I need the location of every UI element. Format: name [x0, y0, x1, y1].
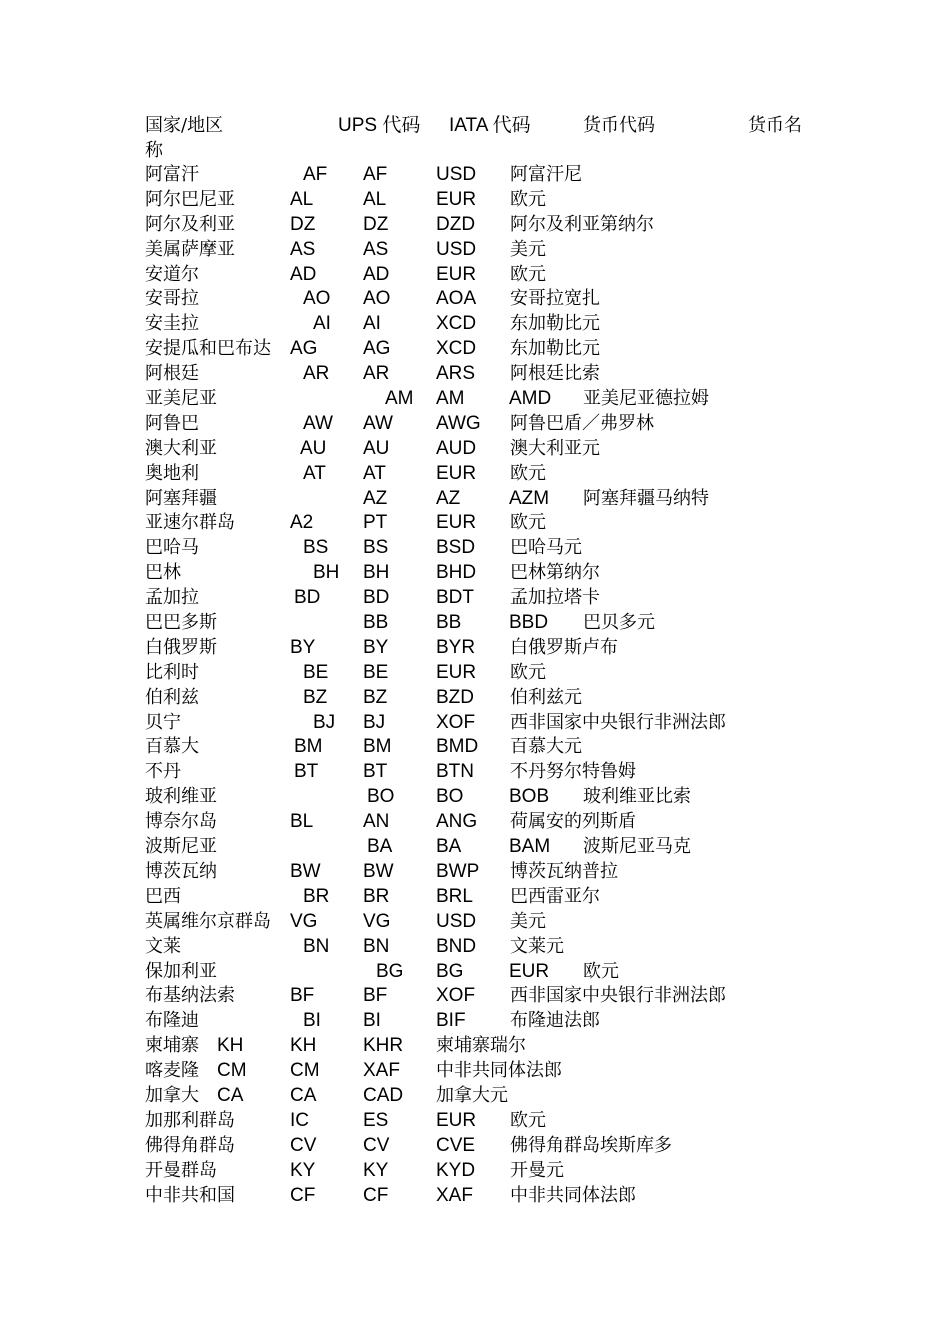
cell-currency-code: BBD — [509, 612, 549, 634]
cell-ups-code: KH — [217, 1035, 244, 1057]
cell-currency-code: BRL — [436, 885, 473, 907]
cell-ups-code: DZ — [290, 213, 316, 235]
table-header — [145, 113, 825, 163]
cell-ups-code: KY — [290, 1159, 316, 1181]
cell-currency-code: XAF — [363, 1060, 400, 1082]
cell-currency-name: 欧元 — [510, 188, 546, 210]
table-row — [145, 560, 845, 585]
header-iata: IATA 代码 — [449, 115, 531, 136]
cell-country: 亚速尔群岛 — [145, 512, 235, 534]
cell-ups-code: BM — [294, 736, 323, 758]
cell-currency-name: 安哥拉宽扎 — [510, 288, 600, 310]
cell-iata-code: AG — [363, 338, 391, 360]
table-row — [145, 510, 845, 535]
table-row — [145, 884, 845, 909]
cell-ups-code: A2 — [290, 512, 314, 534]
cell-ups-code: CA — [217, 1084, 244, 1106]
table-row — [145, 436, 845, 461]
cell-currency-code: KHR — [363, 1035, 404, 1057]
table-row — [145, 784, 845, 809]
cell-currency-name: 开曼元 — [510, 1159, 564, 1181]
cell-ups-code: BL — [290, 811, 314, 833]
cell-iata-code: BS — [363, 537, 389, 559]
table-row — [145, 212, 845, 237]
cell-currency-code: XCD — [436, 338, 477, 360]
cell-ups-code: AR — [303, 363, 330, 385]
cell-iata-code: AL — [363, 188, 387, 210]
cell-currency-code: AZM — [509, 487, 550, 509]
cell-ups-code: AT — [303, 462, 326, 484]
table-row — [145, 610, 845, 635]
cell-ups-code: BY — [290, 636, 316, 658]
cell-country: 保加利亚 — [145, 960, 217, 982]
cell-ups-code: CF — [290, 1184, 316, 1206]
cell-currency-name: 佛得角群岛埃斯库多 — [510, 1134, 672, 1156]
cell-ups-code: AU — [300, 437, 327, 459]
table-row — [145, 237, 845, 262]
cell-iata-code: AN — [363, 811, 390, 833]
cell-currency-code: BAM — [509, 836, 551, 858]
cell-currency-code: XCD — [436, 313, 477, 335]
table-row — [145, 262, 845, 287]
cell-country: 阿鲁巴 — [145, 412, 199, 434]
cell-currency-code: BHD — [436, 562, 477, 584]
cell-country: 波斯尼亚 — [145, 836, 217, 858]
cell-iata-code: BO — [436, 786, 464, 808]
header-currency-code: 货币代码 — [583, 115, 655, 136]
table-row — [145, 361, 845, 386]
cell-currency-name: 欧元 — [510, 661, 546, 683]
cell-country: 加那利群岛 — [145, 1109, 235, 1131]
table-row — [145, 660, 845, 685]
cell-country: 白俄罗斯 — [145, 636, 217, 658]
cell-currency-name: 布隆迪法郎 — [510, 1010, 600, 1032]
cell-currency-name: 中非共同体法郎 — [436, 1060, 562, 1082]
cell-ups-code: BE — [303, 661, 329, 683]
cell-ups-code: AZ — [363, 487, 388, 509]
table-row — [145, 1133, 845, 1158]
cell-currency-name: 白俄罗斯卢布 — [510, 636, 618, 658]
cell-iata-code: CV — [363, 1134, 390, 1156]
table-row — [145, 983, 845, 1008]
cell-currency-name: 巴贝多元 — [583, 612, 655, 634]
table-row — [145, 585, 845, 610]
cell-iata-code: BW — [363, 860, 394, 882]
cell-ups-code: BG — [376, 960, 404, 982]
cell-currency-code: BZD — [436, 686, 474, 708]
cell-currency-name: 美元 — [510, 238, 546, 260]
cell-iata-code: AM — [436, 388, 465, 410]
cell-country: 伯利兹 — [145, 686, 199, 708]
cell-ups-code: AW — [303, 412, 333, 434]
cell-currency-code: EUR — [436, 661, 477, 683]
cell-ups-code: AL — [290, 188, 314, 210]
cell-iata-code: ES — [363, 1109, 389, 1131]
table-row — [145, 1183, 845, 1208]
cell-iata-code: BG — [436, 960, 464, 982]
cell-country: 阿富汗 — [145, 164, 199, 185]
cell-iata-code: AT — [363, 462, 386, 484]
cell-country: 博茨瓦纳 — [145, 860, 217, 882]
cell-currency-name: 西非国家中央银行非洲法郎 — [510, 985, 726, 1007]
cell-ups-code: BI — [303, 1010, 321, 1032]
table-row — [145, 1008, 845, 1033]
cell-currency-name: 欧元 — [510, 263, 546, 285]
cell-ups-code: IC — [290, 1109, 309, 1131]
cell-iata-code: BI — [363, 1010, 381, 1032]
cell-country: 开曼群岛 — [145, 1159, 217, 1181]
cell-currency-code: BDT — [436, 587, 474, 609]
cell-currency-name: 文莱元 — [510, 935, 564, 957]
cell-currency-name: 东加勒比元 — [510, 313, 600, 335]
cell-ups-code: BH — [313, 562, 340, 584]
cell-currency-code: XOF — [436, 711, 476, 733]
cell-country: 巴西 — [145, 885, 181, 907]
cell-country: 柬埔寨 — [145, 1035, 199, 1057]
cell-country: 安圭拉 — [145, 313, 199, 335]
cell-iata-code: BZ — [363, 686, 388, 708]
cell-ups-code: BW — [290, 860, 321, 882]
cell-country: 比利时 — [145, 661, 199, 683]
cell-iata-code: BT — [363, 761, 388, 783]
cell-ups-code: AG — [290, 338, 318, 360]
cell-country: 加拿大 — [145, 1084, 199, 1106]
cell-country: 安道尔 — [145, 263, 199, 285]
cell-iata-code: BA — [436, 836, 462, 858]
cell-currency-name: 美元 — [510, 910, 546, 932]
cell-currency-name: 巴林第纳尔 — [510, 562, 600, 584]
cell-currency-name: 巴西雷亚尔 — [510, 885, 600, 907]
cell-currency-code: ANG — [436, 811, 478, 833]
cell-iata-code: BM — [363, 736, 392, 758]
cell-iata-code: AW — [363, 412, 393, 434]
cell-iata-code: KY — [363, 1159, 389, 1181]
cell-country: 阿尔及利亚 — [145, 213, 235, 235]
cell-iata-code: BD — [363, 587, 390, 609]
cell-country: 孟加拉 — [145, 587, 199, 609]
cell-country: 玻利维亚 — [145, 786, 217, 808]
cell-currency-code: ARS — [436, 363, 476, 385]
cell-ups-code: BB — [363, 612, 389, 634]
cell-currency-name: 阿鲁巴盾／弗罗林 — [510, 412, 654, 434]
cell-currency-name: 不丹努尔特鲁姆 — [510, 761, 636, 783]
cell-currency-code: BTN — [436, 761, 474, 783]
cell-country: 安哥拉 — [145, 288, 199, 310]
cell-iata-code: CA — [290, 1084, 317, 1106]
cell-iata-code: KH — [290, 1035, 317, 1057]
cell-iata-code: AF — [363, 164, 388, 185]
cell-currency-name: 巴哈马元 — [510, 537, 582, 559]
cell-currency-name: 东加勒比元 — [510, 338, 600, 360]
cell-ups-code: CV — [290, 1134, 317, 1156]
cell-currency-code: EUR — [436, 188, 477, 210]
table-row — [145, 311, 845, 336]
cell-ups-code: BR — [303, 885, 330, 907]
cell-currency-name: 澳大利亚元 — [510, 437, 600, 459]
cell-currency-code: EUR — [509, 960, 550, 982]
header-ups: UPS 代码 — [338, 115, 421, 136]
cell-iata-code: CF — [363, 1184, 389, 1206]
cell-currency-name: 欧元 — [510, 462, 546, 484]
cell-currency-code: BSD — [436, 537, 476, 559]
cell-country: 中非共和国 — [145, 1184, 235, 1206]
cell-currency-code: AUD — [436, 437, 477, 459]
cell-iata-code: BE — [363, 661, 389, 683]
cell-iata-code: BH — [363, 562, 390, 584]
table-row — [145, 685, 845, 710]
cell-country: 布隆迪 — [145, 1010, 199, 1032]
cell-iata-code: VG — [363, 910, 391, 932]
cell-ups-code: BO — [367, 786, 395, 808]
cell-country: 文莱 — [145, 935, 181, 957]
cell-ups-code: BN — [303, 935, 330, 957]
cell-currency-name: 荷属安的列斯盾 — [510, 811, 636, 833]
cell-currency-code: AWG — [436, 412, 481, 434]
cell-ups-code: BJ — [313, 711, 336, 733]
cell-currency-code: EUR — [436, 263, 477, 285]
cell-iata-code: AS — [363, 238, 389, 260]
cell-currency-name: 欧元 — [510, 1109, 546, 1131]
table-row — [145, 286, 845, 311]
cell-currency-code: BOB — [509, 786, 550, 808]
header-currency-name-wrap: 称 — [145, 140, 163, 161]
cell-currency-code: USD — [436, 164, 477, 185]
table-row — [145, 1083, 845, 1108]
table-row — [145, 834, 845, 859]
cell-ups-code: AF — [303, 164, 328, 185]
cell-ups-code: BZ — [303, 686, 328, 708]
cell-iata-code: AI — [363, 313, 381, 335]
table-row — [145, 1158, 845, 1183]
cell-currency-name: 阿尔及利亚第纳尔 — [510, 213, 654, 235]
cell-iata-code: CM — [290, 1060, 320, 1082]
cell-ups-code: BF — [290, 985, 315, 1007]
cell-country: 英属维尔京群岛 — [145, 910, 271, 932]
cell-currency-code: XAF — [436, 1184, 473, 1206]
cell-iata-code: BR — [363, 885, 390, 907]
cell-currency-code: AMD — [509, 388, 552, 410]
table-row — [145, 809, 845, 834]
cell-currency-name: 欧元 — [510, 512, 546, 534]
cell-iata-code: BF — [363, 985, 388, 1007]
cell-country: 亚美尼亚 — [145, 388, 217, 410]
cell-country: 美属萨摩亚 — [145, 238, 235, 260]
cell-currency-name: 伯利兹元 — [510, 686, 582, 708]
cell-currency-code: KYD — [436, 1159, 476, 1181]
cell-iata-code: AD — [363, 263, 390, 285]
cell-country: 巴巴多斯 — [145, 612, 217, 634]
table-row — [145, 1108, 845, 1133]
cell-country: 博奈尔岛 — [145, 811, 217, 833]
cell-ups-code: BS — [303, 537, 329, 559]
cell-country: 巴哈马 — [145, 537, 199, 559]
header-currency-name: 货币名 — [748, 115, 802, 136]
cell-iata-code: AZ — [436, 487, 461, 509]
cell-country: 安提瓜和巴布达 — [145, 338, 271, 360]
cell-currency-name: 孟加拉塔卡 — [510, 587, 600, 609]
cell-ups-code: AS — [290, 238, 316, 260]
cell-currency-code: BIF — [436, 1010, 466, 1032]
cell-country: 阿根廷 — [145, 363, 199, 385]
cell-currency-name: 欧元 — [583, 960, 619, 982]
cell-currency-name: 博茨瓦纳普拉 — [510, 860, 618, 882]
cell-currency-name: 波斯尼亚马克 — [583, 836, 691, 858]
cell-country: 布基纳法索 — [145, 985, 235, 1007]
cell-ups-code: AI — [313, 313, 331, 335]
table-row — [145, 411, 845, 436]
cell-country: 巴林 — [145, 562, 181, 584]
cell-ups-code: VG — [290, 910, 318, 932]
cell-country: 不丹 — [145, 761, 181, 783]
cell-ups-code: AO — [303, 288, 331, 310]
cell-currency-code: AOA — [436, 288, 477, 310]
cell-iata-code: AR — [363, 363, 390, 385]
cell-country: 佛得角群岛 — [145, 1134, 235, 1156]
table-row — [145, 734, 845, 759]
cell-currency-name: 百慕大元 — [510, 736, 582, 758]
cell-currency-code: BWP — [436, 860, 480, 882]
cell-iata-code: PT — [363, 512, 388, 534]
table-row — [145, 635, 845, 660]
cell-currency-code: CVE — [436, 1134, 476, 1156]
cell-country: 贝宁 — [145, 711, 181, 733]
cell-currency-code: EUR — [436, 512, 477, 534]
cell-currency-name: 阿塞拜疆马纳特 — [583, 487, 709, 509]
country-table — [145, 162, 845, 1207]
table-row — [145, 461, 845, 486]
table-row — [145, 909, 845, 934]
cell-iata-code: BJ — [363, 711, 386, 733]
cell-currency-code: XOF — [436, 985, 476, 1007]
table-row — [145, 759, 845, 784]
cell-currency-name: 阿根廷比索 — [510, 363, 600, 385]
table-row — [145, 386, 845, 411]
cell-currency-code: EUR — [436, 1109, 477, 1131]
cell-currency-name: 加拿大元 — [436, 1084, 508, 1106]
cell-currency-code: EUR — [436, 462, 477, 484]
cell-country: 阿尔巴尼亚 — [145, 188, 235, 210]
cell-ups-code: AD — [290, 263, 317, 285]
cell-ups-code: CM — [217, 1060, 247, 1082]
table-row — [145, 486, 845, 511]
cell-ups-code: BA — [367, 836, 393, 858]
cell-currency-code: USD — [436, 910, 477, 932]
table-row — [145, 710, 845, 735]
cell-ups-code: BT — [294, 761, 319, 783]
cell-iata-code: BB — [436, 612, 462, 634]
cell-currency-name: 西非国家中央银行非洲法郎 — [510, 711, 726, 733]
cell-iata-code: AO — [363, 288, 391, 310]
cell-iata-code: DZ — [363, 213, 389, 235]
cell-currency-name: 中非共同体法郎 — [510, 1184, 636, 1206]
cell-currency-code: USD — [436, 238, 477, 260]
cell-currency-name: 柬埔寨瑞尔 — [436, 1035, 526, 1057]
cell-ups-code: AM — [385, 388, 414, 410]
cell-currency-code: BND — [436, 935, 477, 957]
table-row — [145, 934, 845, 959]
cell-iata-code: AU — [363, 437, 390, 459]
header-country: 国家/地区 — [145, 115, 224, 136]
cell-country: 阿塞拜疆 — [145, 487, 217, 509]
cell-currency-code: DZD — [436, 213, 476, 235]
table-row — [145, 1058, 845, 1083]
cell-country: 奥地利 — [145, 462, 199, 484]
cell-iata-code: BN — [363, 935, 390, 957]
cell-currency-name: 阿富汗尼 — [510, 164, 582, 185]
table-row — [145, 959, 845, 984]
cell-iata-code: BY — [363, 636, 389, 658]
cell-ups-code: BD — [294, 587, 321, 609]
table-row — [145, 535, 845, 560]
cell-country: 澳大利亚 — [145, 437, 217, 459]
cell-country: 喀麦隆 — [145, 1060, 199, 1082]
cell-currency-code: BMD — [436, 736, 479, 758]
table-row — [145, 336, 845, 361]
cell-currency-code: CAD — [363, 1084, 404, 1106]
cell-currency-code: BYR — [436, 636, 476, 658]
table-row — [145, 187, 845, 212]
table-row — [145, 162, 845, 187]
cell-country: 百慕大 — [145, 736, 199, 758]
cell-currency-name: 亚美尼亚德拉姆 — [583, 388, 709, 410]
cell-currency-name: 玻利维亚比索 — [583, 786, 691, 808]
table-row — [145, 1033, 845, 1058]
table-row — [145, 859, 845, 884]
